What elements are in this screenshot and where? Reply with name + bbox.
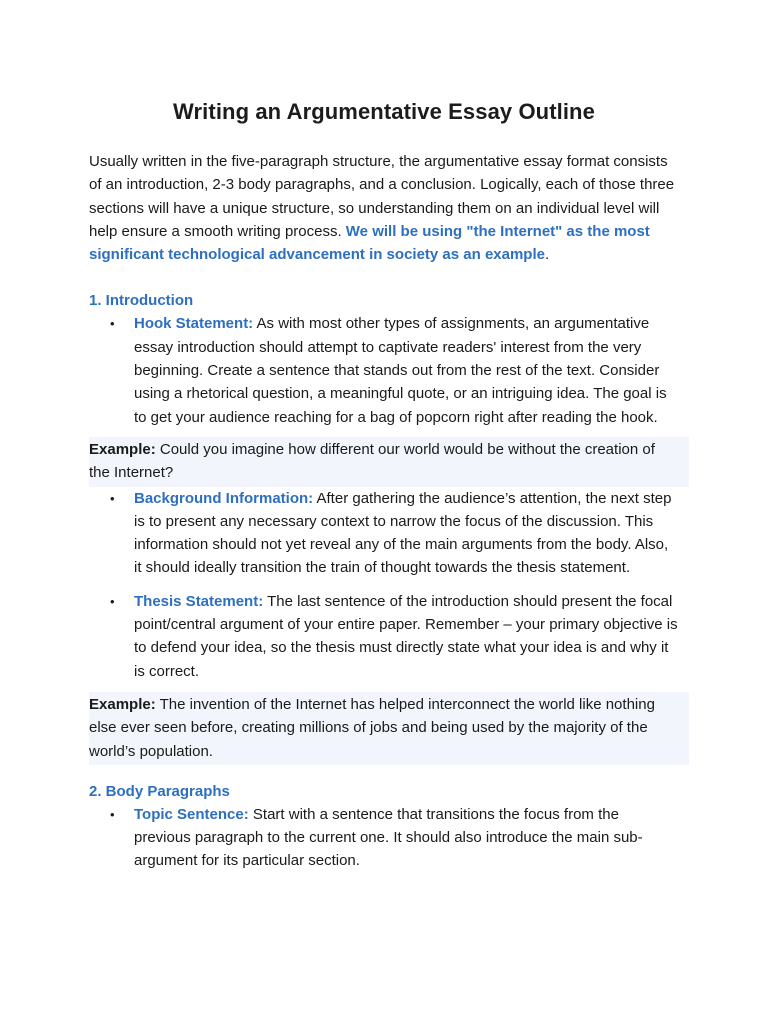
- example-label: Example:: [89, 440, 156, 458]
- bullet-list: [89, 803, 679, 873]
- section-heading-introduction: 1. Introduction: [89, 292, 194, 310]
- example-box: [89, 692, 689, 765]
- intro-paragraph: [89, 150, 679, 266]
- section-heading-body-paragraphs: 2. Body Paragraphs: [89, 782, 230, 800]
- desc-background-information: After gathering the audience’s attention, the next step is to present any necessary context to narrow the focus of the discussion. This information should not yet reveal any of the main arguments from the body. Also, it should ideally transition the train of thought towards the thesis statement.: [134, 489, 672, 577]
- term-hook-statement: Hook Statement:: [134, 315, 254, 333]
- bullet-list: [89, 312, 679, 428]
- bullet-icon: •: [110, 806, 115, 822]
- example-label: Example:: [89, 695, 156, 713]
- term-background-information: Background Information:: [134, 489, 314, 507]
- term-thesis-statement: Thesis Statement:: [134, 592, 264, 610]
- desc-hook-statement: As with most other types of assignments, an argumentative essay introduction should attempt to captivate readers' interest from the very beginning. Create a sentence that stands out from the rest of the text. Consider using a rhetorical question, a meaningful quote, or an intriguing idea. The goal is to get your audience reaching for a bag of popcorn right after reading the hook.: [134, 315, 667, 426]
- desc-thesis-statement: The last sentence of the introduction should present the focal point/central argument of your entire paper. Remember – your primary objective is to defend your idea, so the thesis must directly state what your idea is and why it is correct.: [134, 592, 678, 680]
- intro-highlight: We will be using "the Internet" as the most significant technological advancement in society as an example: [89, 222, 650, 264]
- intro-tail: .: [544, 246, 550, 264]
- bullet-icon: •: [110, 490, 115, 506]
- example-box: [89, 437, 689, 487]
- bullet-icon: •: [110, 316, 115, 332]
- list-item-thesis-statement: [110, 590, 679, 683]
- term-topic-sentence: Topic Sentence:: [134, 805, 249, 823]
- document-title: Writing an Argumentative Essay Outline: [173, 99, 595, 124]
- list-item-hook-statement: [110, 312, 679, 428]
- list-item-background-information: [110, 487, 679, 580]
- bullet-list: [89, 487, 679, 683]
- desc-topic-sentence: Start with a sentence that transitions the focus from the previous paragraph to the current one. It should also introduce the main sub-argument for its particular section.: [134, 805, 643, 870]
- example-text: Could you imagine how different our world would be without the creation of the Internet?: [89, 440, 655, 482]
- list-item-topic-sentence: [110, 803, 679, 873]
- intro-text: Usually written in the five-paragraph structure, the argumentative essay format consists of an introduction, 2-3 body paragraphs, and a conclusion. Logically, each of those three sections will have a unique structure, so understanding them on an individual level will help ensure a smooth writing process.: [89, 153, 675, 240]
- example-text: The invention of the Internet has helped interconnect the world like nothing else ever seen before, creating millions of jobs and being used by the majority of the world’s population.: [89, 695, 655, 760]
- bullet-icon: •: [110, 593, 115, 609]
